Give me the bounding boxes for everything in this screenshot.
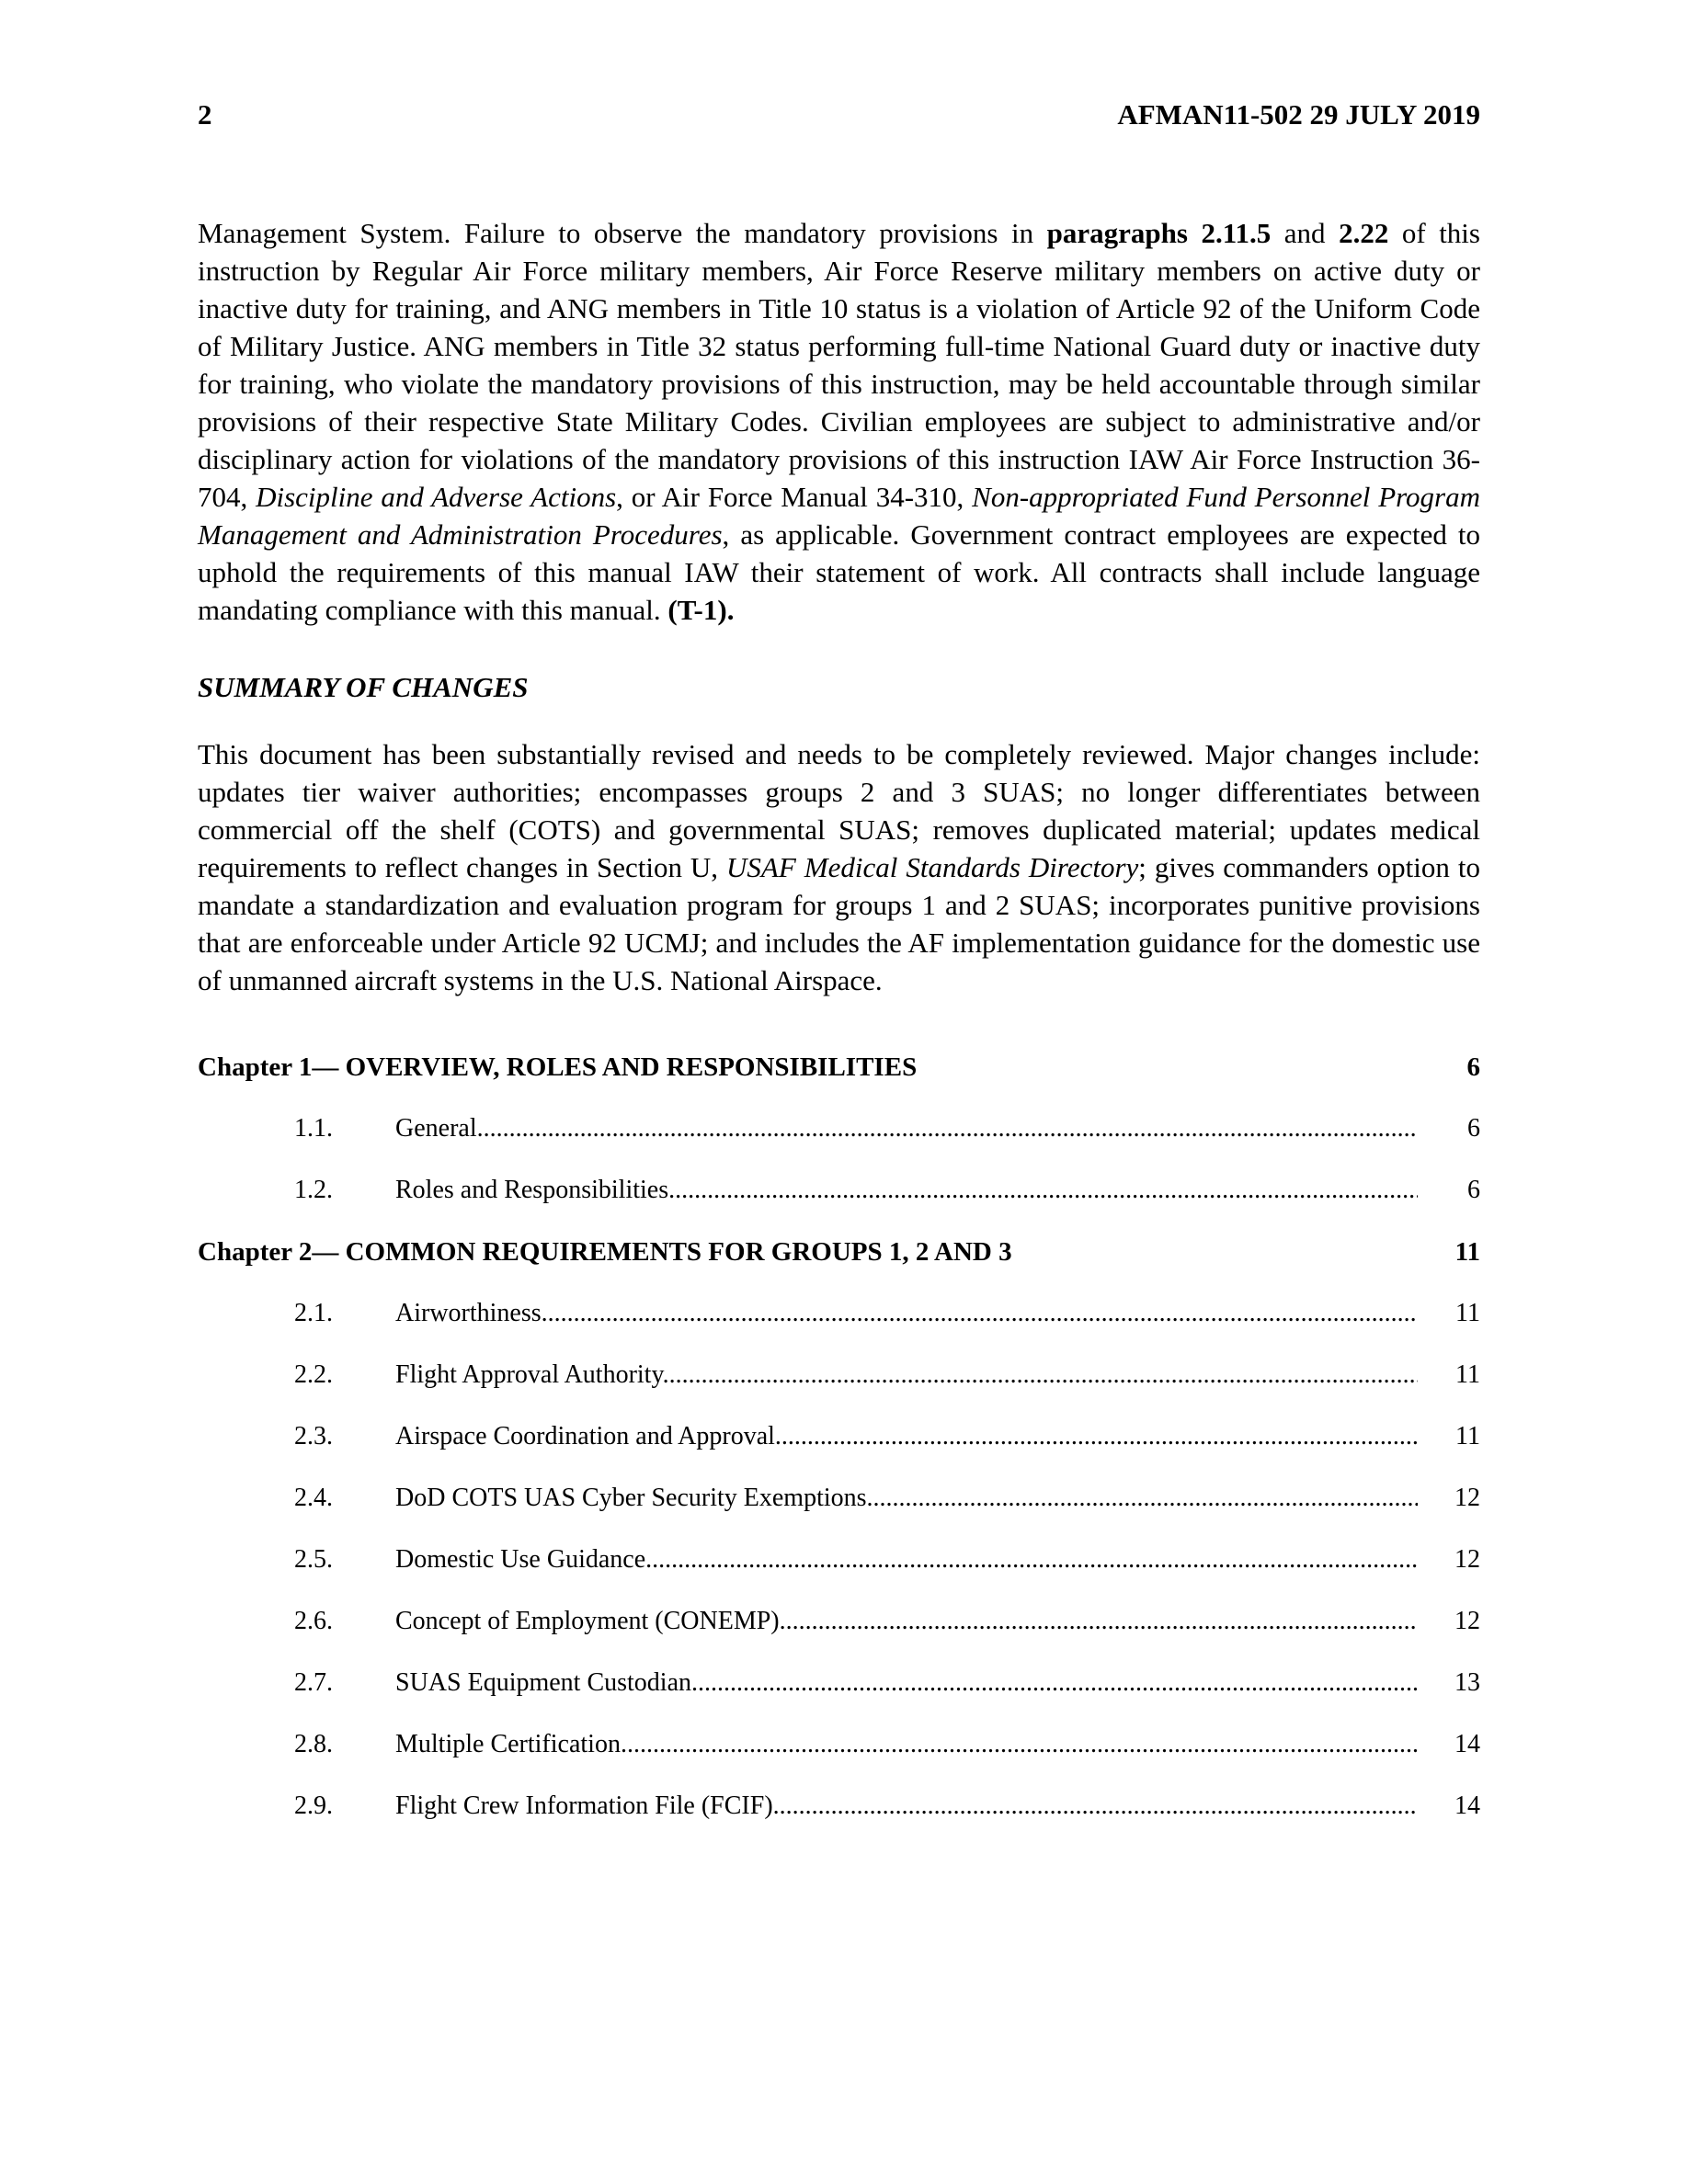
toc-entry-number: 2.8.	[294, 1730, 333, 1758]
document-id: AFMAN11-502 29 JULY 2019	[1117, 98, 1480, 131]
toc-entry-page: 11	[1455, 1360, 1480, 1389]
dot-leader	[873, 1482, 1418, 1515]
summary-text: ; gives commanders option to mandate a standardization and evaluation program for groups 1 and 2 SUAS; incorporates punitive provisions that are enforceable under Article 92 UCMJ; and includes the AF implementation guidance for the domestic use of unmanned aircraft systems in the U.S. National Airspace.	[198, 851, 1480, 996]
toc-entry[interactable]	[198, 1112, 1480, 1145]
tier-label: (T-1).	[667, 594, 735, 626]
intro-text: , or Air Force Manual 34-310,	[616, 481, 973, 513]
toc-entry-page: 12	[1454, 1484, 1480, 1512]
toc-entry-page: 14	[1454, 1730, 1480, 1758]
toc-entry-number: 1.1.	[294, 1114, 333, 1143]
toc-entry[interactable]	[198, 1728, 1480, 1761]
toc-entry-page: 12	[1454, 1545, 1480, 1574]
toc-entry-title: Airworthiness.	[395, 1299, 548, 1327]
dot-leader	[781, 1420, 1418, 1453]
dot-leader	[780, 1790, 1418, 1823]
toc-chapter-1[interactable]	[198, 1051, 1480, 1084]
toc-chapter-title: Chapter 2— COMMON REQUIREMENTS FOR GROUPS 1, 2 AND 3	[198, 1237, 1012, 1267]
toc-entry-title-wrap	[395, 1297, 1418, 1330]
dot-leader	[548, 1297, 1418, 1330]
toc-entry-title-wrap	[395, 1359, 1418, 1392]
dot-leader	[675, 1174, 1418, 1207]
dot-leader	[698, 1666, 1418, 1700]
toc-entry-title: DoD COTS UAS Cyber Security Exemptions.	[395, 1484, 873, 1512]
toc-entry[interactable]	[198, 1543, 1480, 1576]
dot-leader	[627, 1728, 1418, 1761]
toc-entry-title: General.	[395, 1114, 484, 1143]
dot-leader	[786, 1605, 1418, 1638]
toc-entry-title-wrap	[395, 1666, 1418, 1700]
toc-entry-title-wrap	[395, 1174, 1418, 1207]
toc-entry-page: 11	[1455, 1422, 1480, 1450]
paragraph-reference: 2.22	[1339, 217, 1389, 249]
page-header	[198, 97, 1480, 133]
toc-entry-title: Roles and Responsibilities.	[395, 1176, 676, 1204]
table-of-contents	[198, 1051, 1480, 1823]
toc-chapter-2-entries	[198, 1297, 1480, 1823]
toc-entry-title: Flight Crew Information File (FCIF).	[395, 1792, 780, 1820]
toc-entry-page: 6	[1467, 1114, 1480, 1143]
intro-paragraph	[198, 214, 1480, 629]
document-page	[198, 97, 1480, 1851]
dot-leader	[669, 1359, 1418, 1392]
toc-chapter-2[interactable]	[198, 1235, 1480, 1268]
toc-entry-title: Flight Approval Authority.	[395, 1360, 669, 1389]
toc-entry-number: 2.9.	[294, 1792, 333, 1820]
dot-leader	[652, 1543, 1418, 1576]
toc-entry-title-wrap	[395, 1790, 1418, 1823]
toc-entry-title: Domestic Use Guidance.	[395, 1545, 653, 1574]
toc-entry-title: Concept of Employment (CONEMP).	[395, 1607, 786, 1635]
toc-entry-title-wrap	[395, 1728, 1418, 1761]
dot-leader	[484, 1112, 1418, 1145]
toc-entry[interactable]	[198, 1359, 1480, 1392]
toc-entry-title-wrap	[395, 1420, 1418, 1453]
toc-entry-number: 2.6.	[294, 1607, 333, 1635]
toc-entry-number: 2.1.	[294, 1299, 333, 1327]
toc-entry-number: 2.2.	[294, 1360, 333, 1389]
toc-entry[interactable]	[198, 1605, 1480, 1638]
toc-entry-page: 12	[1454, 1607, 1480, 1635]
toc-entry-page: 13	[1454, 1668, 1480, 1697]
toc-entry[interactable]	[198, 1174, 1480, 1207]
toc-chapter-title: Chapter 1— OVERVIEW, ROLES AND RESPONSIBILITIES	[198, 1052, 918, 1082]
paragraph-reference: paragraphs 2.11.5	[1046, 217, 1272, 249]
toc-entry-title-wrap	[395, 1112, 1418, 1145]
toc-entry-title-wrap	[395, 1482, 1418, 1515]
summary-paragraph	[198, 735, 1480, 999]
toc-entry[interactable]	[198, 1420, 1480, 1453]
toc-entry-number: 1.2.	[294, 1176, 333, 1204]
summary-title: SUMMARY OF CHANGES	[198, 671, 529, 703]
intro-text: Management System. Failure to observe the mandatory provisions in	[198, 217, 1047, 249]
toc-entry-title-wrap	[395, 1543, 1418, 1576]
intro-text: , as applicable. Government contract employees are expected to uphold the requirements of this manual IAW their statement of work. All contracts shall include language mandating compliance with this manual.	[198, 518, 1481, 626]
toc-chapter-page: 6	[1466, 1052, 1480, 1082]
intro-text: and	[1271, 217, 1340, 249]
publication-title: Non-appropriated Fund Personnel Program Management and Administration Procedures	[198, 481, 1480, 551]
toc-entry-page: 14	[1454, 1792, 1480, 1820]
toc-entry-title: SUAS Equipment Custodian.	[395, 1668, 699, 1697]
toc-entry-title-wrap	[395, 1605, 1418, 1638]
toc-chapter-page: 11	[1454, 1237, 1480, 1267]
toc-entry-number: 2.3.	[294, 1422, 333, 1450]
toc-entry-title: Multiple Certification.	[395, 1730, 627, 1758]
toc-entry[interactable]	[198, 1297, 1480, 1330]
toc-entry[interactable]	[198, 1482, 1480, 1515]
intro-text: of this instruction by Regular Air Force military members, Air Force Reserve military members on active duty or inactive duty for training, and ANG members in Title 10 status is a violation of Article 92 of the Uniform Code of Military Justice. ANG members in Title 32 status performing full-time National Guard duty or inactive duty for training, who violate the mandatory provisions of this instruction, may be held accountable through similar provisions of their respective State Military Codes. Civilian employees are subject to administrative and/or disciplinary action for violations of the mandatory provisions of this instruction IAW Air Force Instruction 36-704,	[198, 217, 1480, 513]
toc-entry-number: 2.4.	[294, 1484, 333, 1512]
summary-text: This document has been substantially revised and needs to be completely reviewed. Major changes include: updates tier waiver authorities; encompasses groups 2 and 3 SUAS; no longer differentiates between commercial off the shelf (COTS) and governmental SUAS; removes duplicated material; updates medical requirements to reflect changes in Section U,	[198, 738, 1480, 883]
toc-entry-number: 2.5.	[294, 1545, 333, 1574]
toc-entry-page: 6	[1467, 1176, 1480, 1204]
page-number: 2	[198, 98, 212, 131]
publication-title: Discipline and Adverse Actions	[256, 481, 617, 513]
toc-entry[interactable]	[198, 1790, 1480, 1823]
publication-title: USAF Medical Standards Directory	[726, 851, 1139, 883]
toc-entry-title: Airspace Coordination and Approval.	[395, 1422, 781, 1450]
toc-entry[interactable]	[198, 1666, 1480, 1700]
toc-entry-number: 2.7.	[294, 1668, 333, 1697]
toc-entry-page: 11	[1455, 1299, 1480, 1327]
